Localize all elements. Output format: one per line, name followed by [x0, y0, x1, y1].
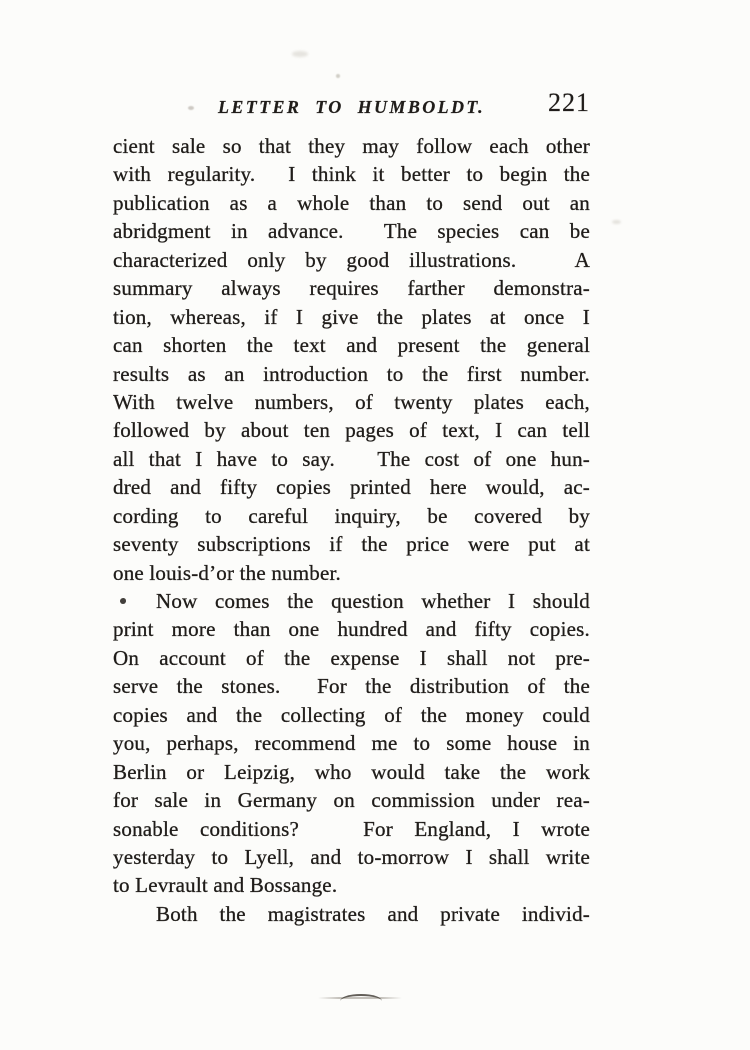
- text-line: abridgment in advance. The species can be: [113, 219, 590, 244]
- text-line: for sale in Germany on commission under rea-: [113, 788, 590, 813]
- scan-speck: [292, 51, 308, 57]
- text-line: to Levrault and Bossange.: [113, 873, 338, 898]
- text-line: you, perhaps, recommend me to some house in: [113, 731, 590, 756]
- text-line: yesterday to Lyell, and to-morrow I shall write: [113, 844, 590, 869]
- text-line: summary always requires farther demonstra-: [113, 276, 590, 301]
- text-line: seventy subscriptions if the price were put at: [113, 532, 590, 557]
- scan-speck: [612, 220, 621, 224]
- text-line: cient sale so that they may follow each other: [113, 134, 590, 158]
- scan-speck: [188, 106, 194, 110]
- text-line: followed by about ten pages of text, I can tell: [113, 418, 590, 443]
- text-line: Both the magistrates and private individ-: [156, 901, 590, 926]
- running-header: LETTER TO HUMBOLDT.: [217, 97, 486, 117]
- page-number: 221: [548, 88, 590, 117]
- body-text: [113, 132, 590, 928]
- text-line: Now comes the question whether I should: [156, 589, 590, 613]
- text-line: characterized only by good illustrations. A: [113, 247, 590, 272]
- text-line: With twelve numbers, of twenty plates each,: [113, 389, 590, 414]
- text-line: publication as a whole than to send out an: [113, 190, 590, 215]
- text-line: can shorten the text and present the general: [113, 333, 590, 358]
- text-line: serve the stones. For the distribution of the: [113, 674, 590, 699]
- pencil-smudge-artifact: [318, 994, 402, 1002]
- text-line: results as an introduction to the first number.: [113, 361, 590, 386]
- text-line: sonable conditions? For England, I wrote: [113, 816, 590, 841]
- text-line: print more than one hundred and fifty copies.: [113, 617, 590, 642]
- text-line: dred and fifty copies printed here would, ac-: [113, 475, 590, 500]
- text-line: On account of the expense I shall not pre-: [113, 645, 590, 670]
- text-line: all that I have to say. The cost of one hun-: [113, 446, 590, 471]
- scan-speck: [336, 74, 340, 78]
- text-line: cording to careful inquiry, be covered by: [113, 503, 590, 528]
- text-line: Berlin or Leipzig, who would take the work: [113, 759, 590, 784]
- smudge-arc: [340, 994, 382, 1001]
- text-line: copies and the collecting of the money could: [113, 702, 590, 727]
- text-line: tion, whereas, if I give the plates at once I: [113, 304, 590, 329]
- text-line: with regularity. I think it better to begin the: [113, 162, 590, 187]
- margin-dot-artifact: [120, 598, 126, 604]
- text-line: one louis-d’or the number.: [113, 560, 341, 585]
